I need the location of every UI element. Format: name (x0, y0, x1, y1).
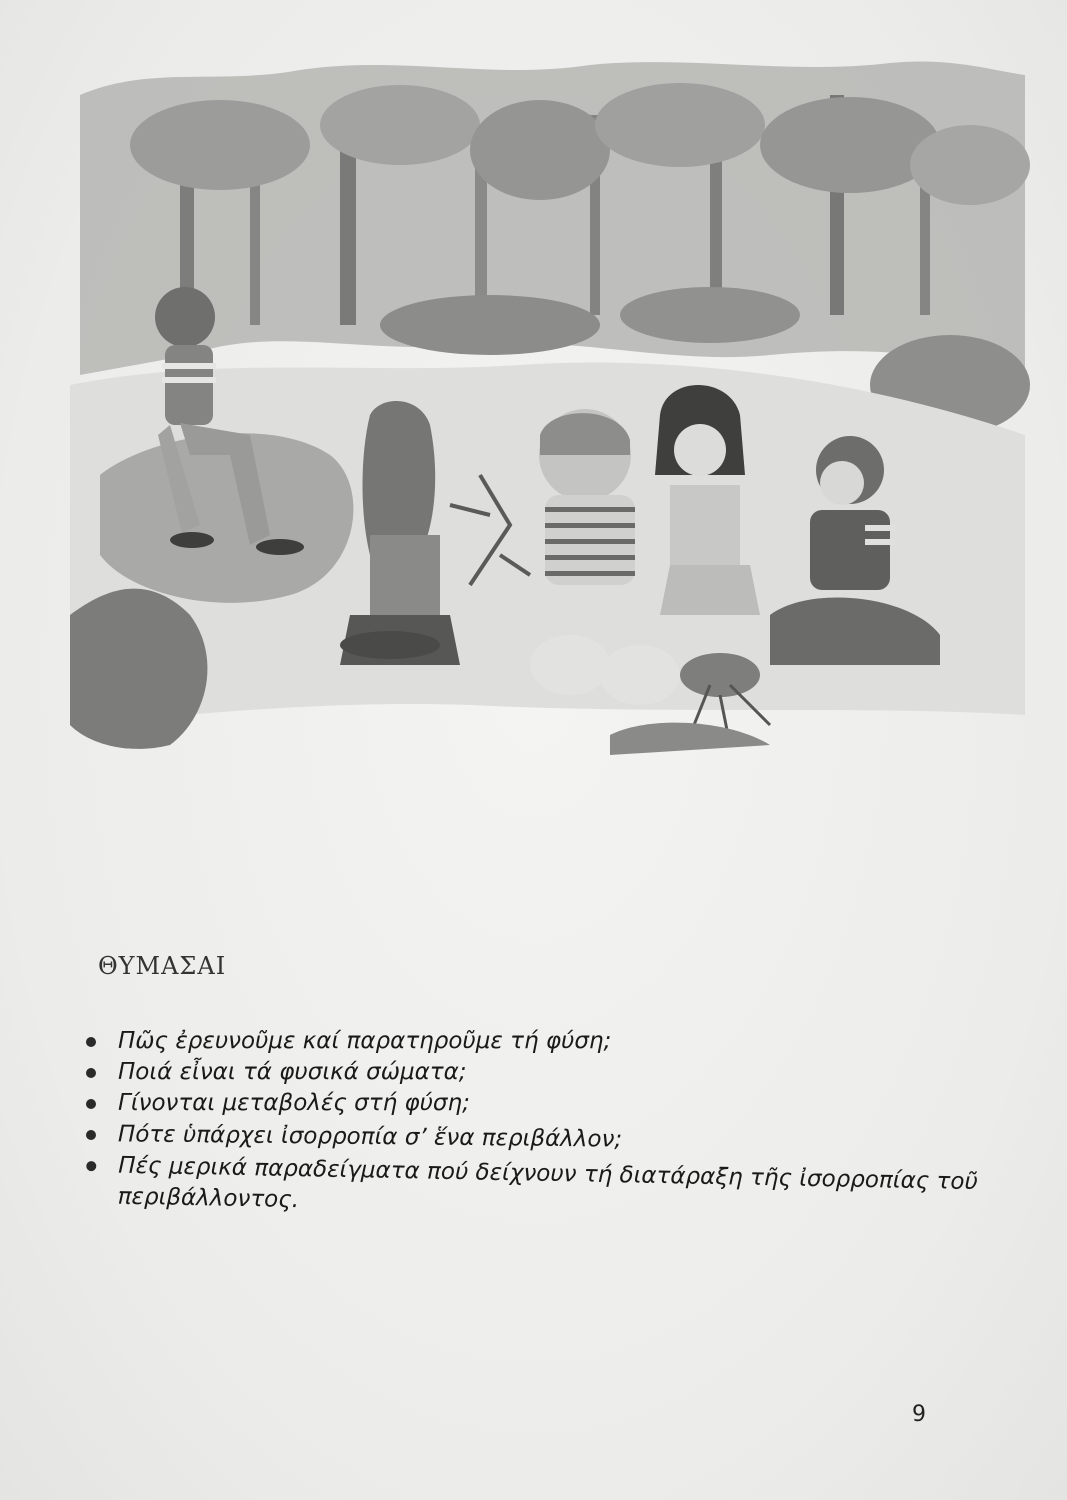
bullet-icon (86, 1099, 96, 1109)
question-list (86, 1026, 986, 1212)
question-text: Πές μερικά παραδείγματα πού δείχνουν τή διατάραξη τῆς ἰσορροπίας τοῦ περιβάλλοντος. (117, 1152, 979, 1214)
bleed-through-text (560, 826, 566, 848)
question-text: Ποιά εἶναι τά φυσικά σώματα; (118, 1059, 467, 1085)
question-text: Πῶς ἐρευνοῦμε καί παρατηροῦμε τή φύση; (118, 1028, 612, 1054)
bullet-icon (86, 1130, 96, 1140)
section-heading: ΘΥΜΑΣΑΙ (98, 952, 227, 980)
illustration-children-in-forest (70, 55, 1030, 775)
question-item (86, 1088, 986, 1119)
bullet-icon (86, 1037, 96, 1047)
bullet-icon (86, 1161, 96, 1171)
question-text: Πότε ὑπάρχει ἰσορροπία σ’ ἕνα περιβάλλον; (117, 1121, 623, 1153)
question-item (86, 1057, 986, 1088)
question-item (86, 1026, 986, 1057)
question-item (85, 1150, 986, 1229)
bullet-icon (86, 1068, 96, 1078)
page-number: 9 (912, 1402, 926, 1427)
question-text: Γίνονται μεταβολές στή φύση; (118, 1090, 470, 1116)
